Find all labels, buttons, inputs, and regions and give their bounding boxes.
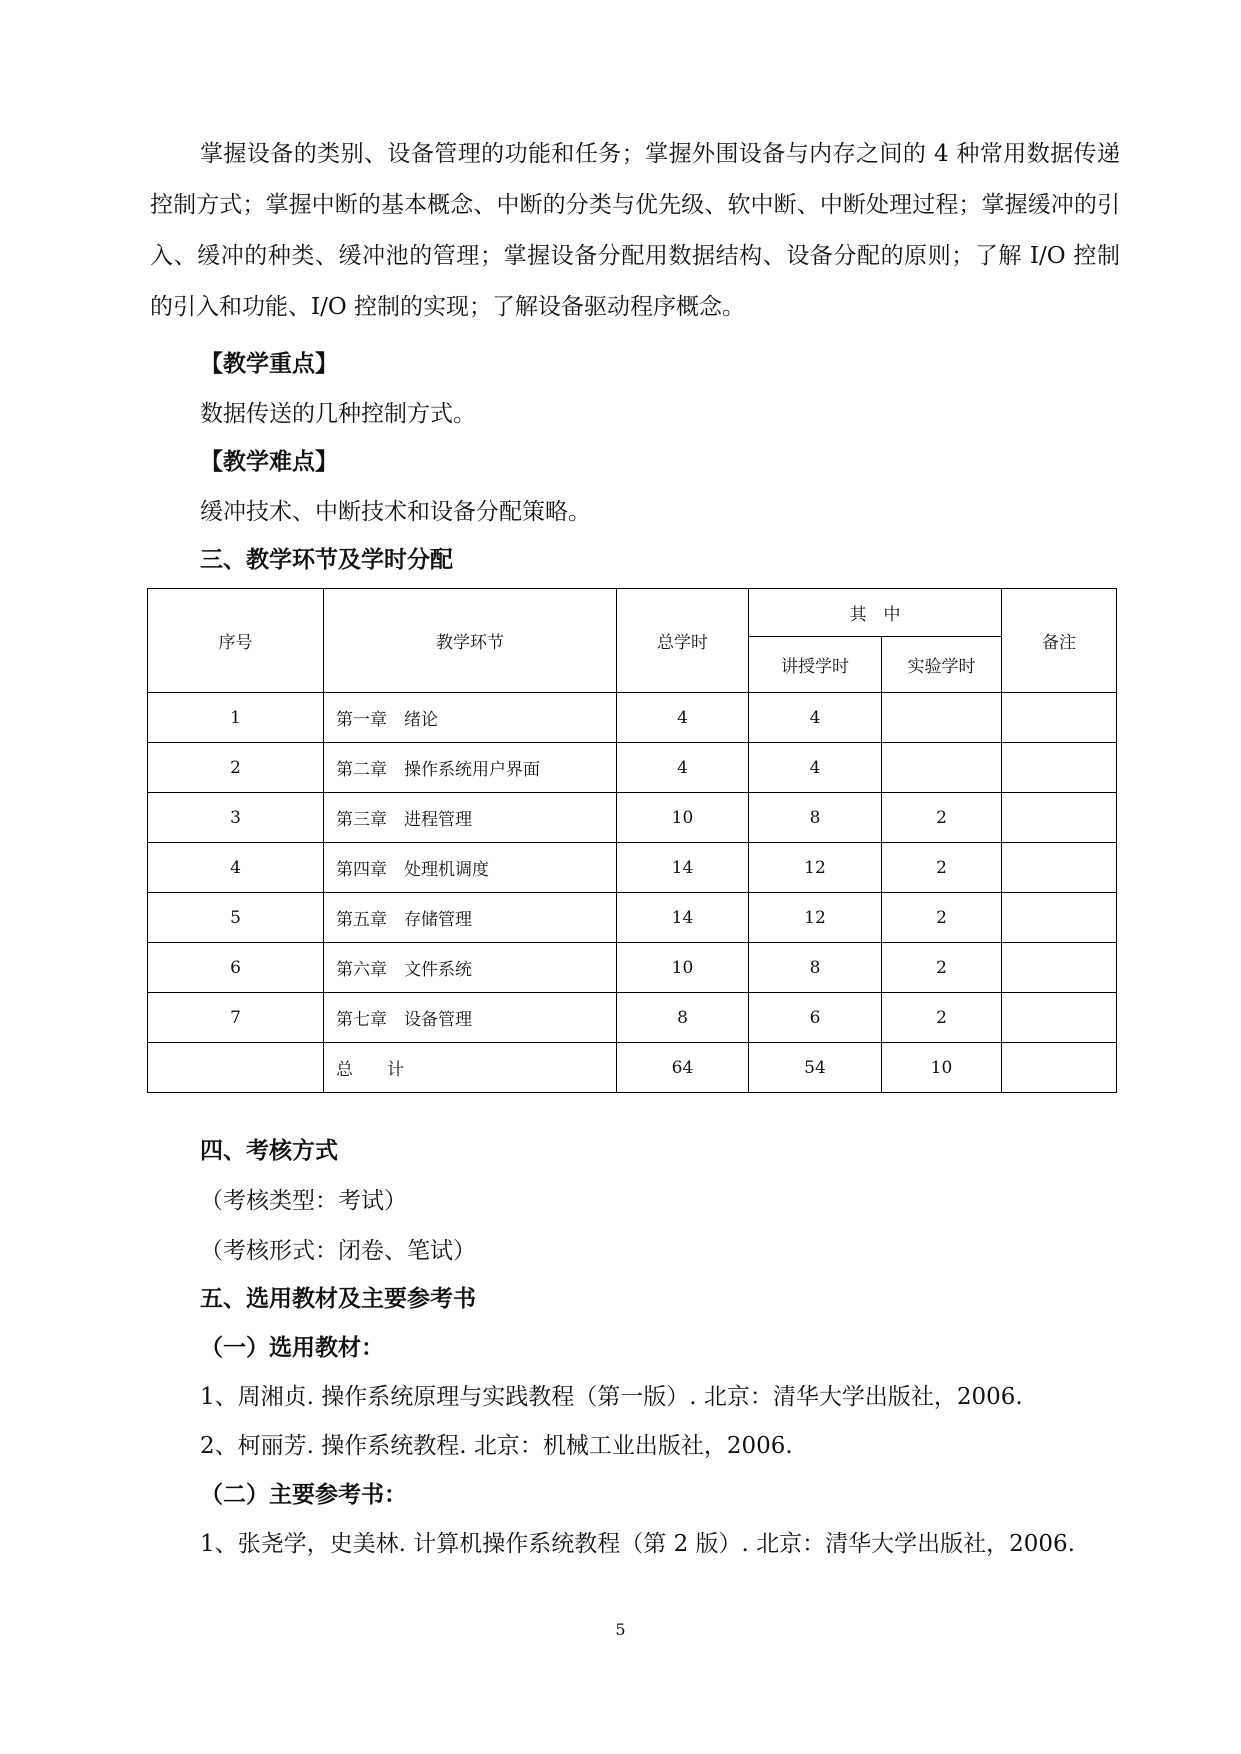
header-section: 教学环节 — [324, 589, 617, 693]
cell-lab: 2 — [882, 843, 1002, 893]
cell-lab: 2 — [882, 793, 1002, 843]
cell-total: 10 — [617, 943, 749, 993]
header-notes: 备注 — [1002, 589, 1117, 693]
cell-section: 第三章 进程管理 — [324, 793, 617, 843]
table-row — [148, 743, 1117, 793]
header-of-which: 其 中 — [749, 589, 1002, 637]
cell-total: 14 — [617, 843, 749, 893]
cell-seq: 2 — [148, 743, 324, 793]
table-row — [148, 893, 1117, 943]
cell-notes — [1002, 793, 1117, 843]
difficulties-heading: 【教学难点】 — [200, 449, 338, 475]
cell-lecture: 8 — [749, 793, 882, 843]
table-row — [148, 793, 1117, 843]
reference-item: 1、张尧学，史美林. 计算机操作系统教程（第 2 版）. 北京：清华大学出版社，2006. — [200, 1531, 1075, 1557]
cell-lecture: 12 — [749, 893, 882, 943]
cell-lab: 2 — [882, 893, 1002, 943]
page-number: 5 — [615, 1620, 626, 1639]
cell-notes — [1002, 993, 1117, 1043]
cell-lecture: 4 — [749, 693, 882, 743]
textbook-item: 1、周湘贞. 操作系统原理与实践教程（第一版）. 北京：清华大学出版社，2006. — [200, 1384, 1023, 1410]
cell-lecture: 4 — [749, 743, 882, 793]
table-row — [148, 843, 1117, 893]
cell-seq: 1 — [148, 693, 324, 743]
cell-lecture: 12 — [749, 843, 882, 893]
cell-lab — [882, 743, 1002, 793]
cell-lecture: 54 — [749, 1043, 882, 1093]
cell-seq: 7 — [148, 993, 324, 1043]
cell-total: 10 — [617, 793, 749, 843]
cell-notes — [1002, 843, 1117, 893]
cell-lab: 2 — [882, 993, 1002, 1043]
key-points-heading: 【教学重点】 — [200, 351, 338, 377]
header-lab: 实验学时 — [882, 637, 1002, 693]
section4-heading: 四、考核方式 — [200, 1138, 338, 1164]
cell-seq — [148, 1043, 324, 1093]
cell-lecture: 6 — [749, 993, 882, 1043]
cell-notes — [1002, 743, 1117, 793]
difficulties-text: 缓冲技术、中断技术和设备分配策略。 — [200, 499, 591, 525]
cell-lab: 2 — [882, 943, 1002, 993]
cell-total: 4 — [617, 693, 749, 743]
cell-section: 第四章 处理机调度 — [324, 843, 617, 893]
section3-heading: 三、教学环节及学时分配 — [200, 547, 453, 573]
cell-seq: 4 — [148, 843, 324, 893]
section5-heading: 五、选用教材及主要参考书 — [200, 1286, 476, 1312]
schedule-table — [147, 588, 1117, 1093]
key-points-text: 数据传送的几种控制方式。 — [200, 401, 476, 427]
textbook-item: 2、柯丽芳. 操作系统教程. 北京：机械工业出版社，2006. — [200, 1433, 793, 1459]
cell-seq: 3 — [148, 793, 324, 843]
schedule-body — [148, 693, 1117, 1093]
cell-total: 14 — [617, 893, 749, 943]
header-total: 总学时 — [617, 589, 749, 693]
exam-form: （考核形式：闭卷、笔试） — [200, 1238, 476, 1264]
intro-paragraph: 掌握设备的类别、设备管理的功能和任务；掌握外围设备与内存之间的 4 种常用数据传递控制方式；掌握中断的基本概念、中断的分类与优先级、软中断、中断处理过程；掌握缓冲的引入、缓冲的种类、缓冲池的管理；掌握设备分配用数据结构、设备分配的原则；了解 I/O 控制的引入和功能、I/O 控制的实现；了解设备驱动程序概念。 — [150, 141, 1121, 320]
cell-total: 8 — [617, 993, 749, 1043]
cell-lecture: 8 — [749, 943, 882, 993]
exam-type: （考核类型：考试） — [200, 1188, 407, 1214]
table-row — [148, 993, 1117, 1043]
cell-section: 第二章 操作系统用户界面 — [324, 743, 617, 793]
header-seq: 序号 — [148, 589, 324, 693]
cell-lab — [882, 693, 1002, 743]
cell-section: 第七章 设备管理 — [324, 993, 617, 1043]
cell-seq: 6 — [148, 943, 324, 993]
cell-seq: 5 — [148, 893, 324, 943]
references-heading: （二）主要参考书： — [200, 1482, 407, 1508]
header-lecture: 讲授学时 — [749, 637, 882, 693]
cell-notes — [1002, 943, 1117, 993]
cell-lab: 10 — [882, 1043, 1002, 1093]
cell-section: 总 计 — [324, 1043, 617, 1093]
table-row — [148, 1043, 1117, 1093]
table-row — [148, 943, 1117, 993]
cell-section: 第一章 绪论 — [324, 693, 617, 743]
cell-notes — [1002, 693, 1117, 743]
cell-notes — [1002, 1043, 1117, 1093]
table-row — [148, 693, 1117, 743]
cell-section: 第五章 存储管理 — [324, 893, 617, 943]
cell-notes — [1002, 893, 1117, 943]
cell-total: 64 — [617, 1043, 749, 1093]
cell-total: 4 — [617, 743, 749, 793]
textbooks-heading: （一）选用教材： — [200, 1335, 384, 1361]
cell-section: 第六章 文件系统 — [324, 943, 617, 993]
